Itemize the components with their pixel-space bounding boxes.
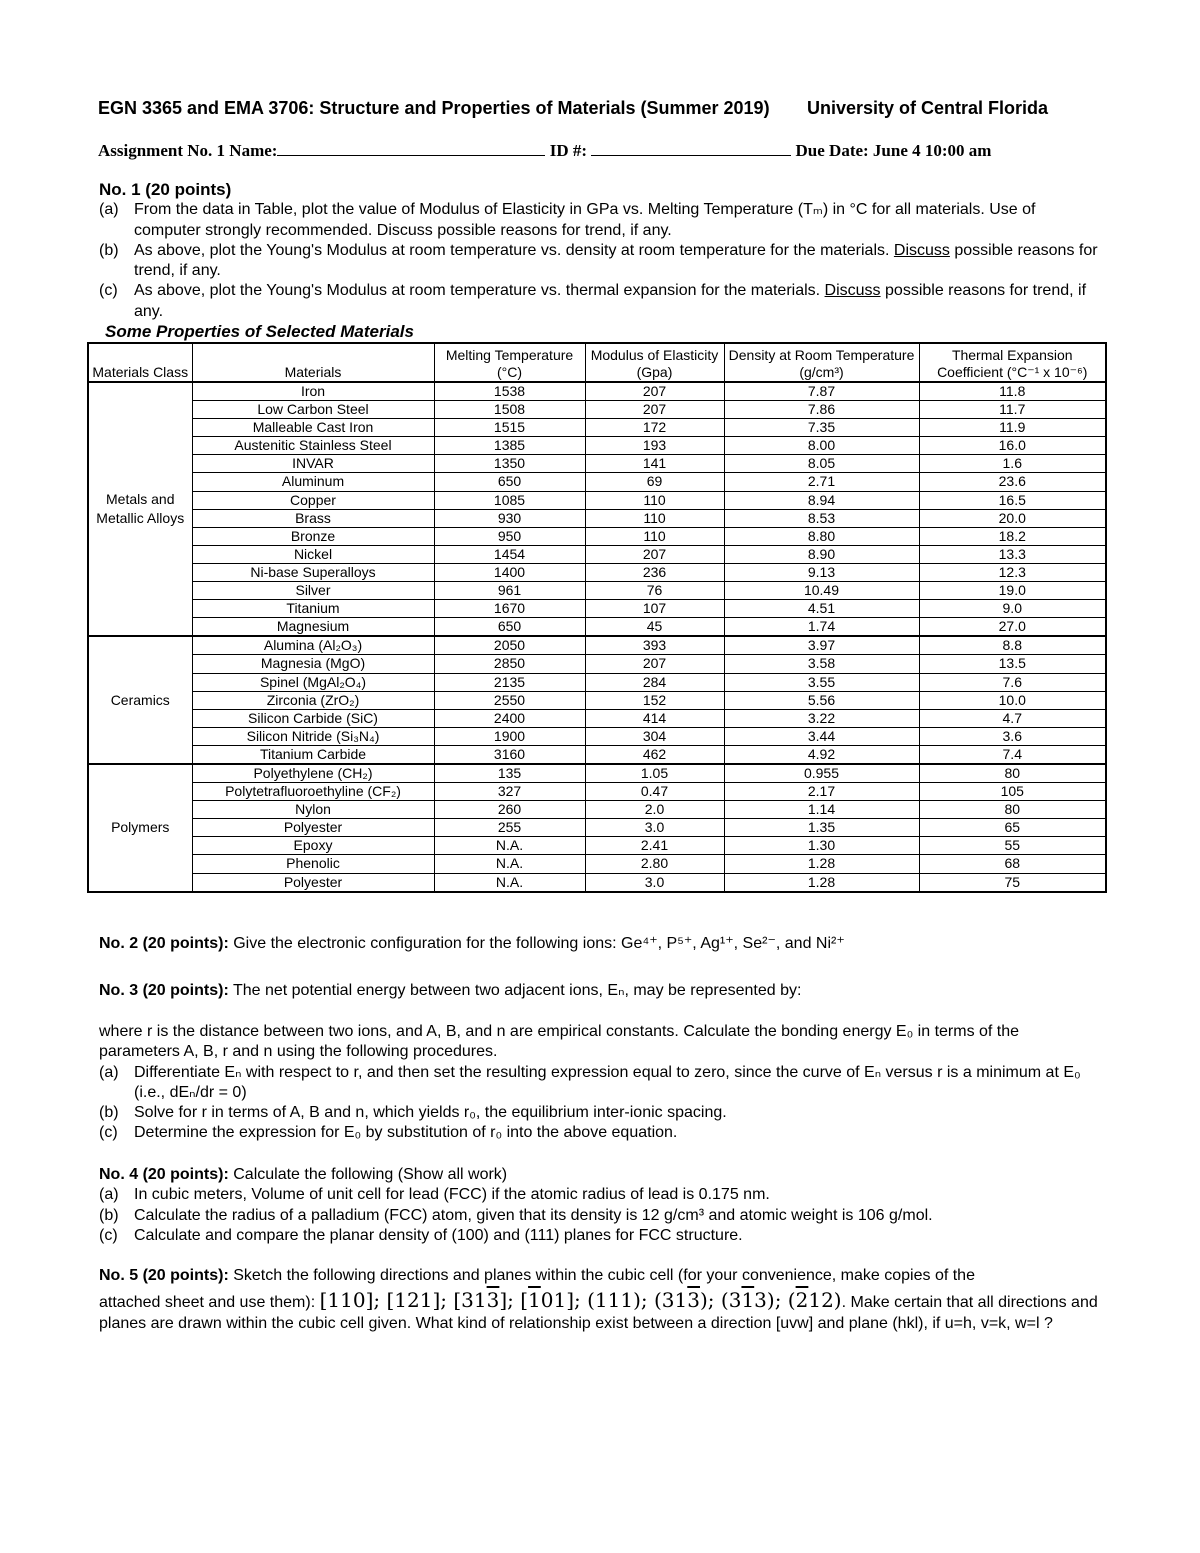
material-name-cell: Austenitic Stainless Steel	[192, 437, 434, 455]
melting-temp-cell: 1454	[434, 545, 585, 563]
table-row	[88, 491, 1106, 509]
table-row	[88, 636, 1106, 655]
question-1	[99, 180, 1104, 322]
material-name-cell: Brass	[192, 509, 434, 527]
melting-temp-cell: 950	[434, 527, 585, 545]
thermal-expansion-cell: 13.3	[919, 545, 1106, 563]
table-row	[88, 600, 1106, 618]
material-name-cell: Iron	[192, 382, 434, 401]
material-name-cell: Magnesium	[192, 618, 434, 637]
density-cell: 1.28	[724, 873, 919, 892]
table-row	[88, 455, 1106, 473]
density-cell: 1.35	[724, 819, 919, 837]
q1-item-b	[99, 241, 1104, 282]
melting-temp-cell: N.A.	[434, 855, 585, 873]
modulus-cell: 207	[585, 401, 724, 419]
modulus-cell: 284	[585, 673, 724, 691]
question-5	[99, 1266, 1104, 1334]
melting-temp-cell: 1670	[434, 600, 585, 618]
modulus-cell: 141	[585, 455, 724, 473]
material-name-cell: Low Carbon Steel	[192, 401, 434, 419]
q4-item-label: (b)	[99, 1206, 119, 1224]
density-cell: 5.56	[724, 691, 919, 709]
modulus-cell: 236	[585, 563, 724, 581]
modulus-cell: 69	[585, 473, 724, 491]
university-name: University of Central Florida	[807, 98, 1049, 118]
thermal-expansion-cell: 20.0	[919, 509, 1106, 527]
table-row	[88, 382, 1106, 401]
table-row	[88, 401, 1106, 419]
material-name-cell: Polyester	[192, 873, 434, 892]
q4-item-a	[99, 1185, 1104, 1205]
material-name-cell: Aluminum	[192, 473, 434, 491]
thermal-expansion-cell: 11.8	[919, 382, 1106, 401]
table-row	[88, 855, 1106, 873]
material-name-cell: Silver	[192, 582, 434, 600]
density-cell: 7.35	[724, 419, 919, 437]
melting-temp-cell: 1515	[434, 419, 585, 437]
modulus-cell: 110	[585, 491, 724, 509]
q3-item-b	[99, 1103, 1104, 1123]
q1-item-label: (a)	[99, 201, 119, 219]
thermal-expansion-cell: 3.6	[919, 727, 1106, 745]
q3-item-label: (a)	[99, 1063, 119, 1081]
melting-temp-cell: 2050	[434, 636, 585, 655]
q3-intro: The net potential energy between two adjacent ions, Eₙ, may be represented by:	[232, 982, 802, 999]
modulus-cell: 107	[585, 600, 724, 618]
table-row	[88, 509, 1106, 527]
table-row	[88, 563, 1106, 581]
q4-item-text: Calculate the radius of a palladium (FCC) atom, given that its density is 12 g/cm³ and atomic weight is 106 g/mol.	[134, 1206, 933, 1224]
thermal-expansion-cell: 55	[919, 837, 1106, 855]
q4-item-c	[99, 1226, 1104, 1246]
q3-item-text: Differentiate Eₙ with respect to r, and then set the resulting expression equal to zero, since the curve of Eₙ versus r is a minimum at E₀ (i.e., dEₙ/dr = 0)	[134, 1063, 1081, 1101]
q1-item-text: As above, plot the Young's Modulus at room temperature vs. thermal expansion for the materials.	[134, 282, 821, 300]
materials-class-cell: Ceramics	[88, 636, 192, 764]
thermal-expansion-cell: 19.0	[919, 582, 1106, 600]
density-cell: 0.955	[724, 764, 919, 783]
materials-class-cell: Polymers	[88, 764, 192, 892]
due-date: Due Date: June 4 10:00 am	[795, 141, 992, 160]
q1-item-text: possible reasons for trend, if any.	[134, 282, 1087, 320]
q2-title: No. 2 (20 points):	[99, 935, 229, 952]
thermal-expansion-cell: 23.6	[919, 473, 1106, 491]
material-name-cell: Titanium	[192, 600, 434, 618]
q1-underlined-word: Discuss	[893, 241, 950, 259]
q3-item-a	[99, 1063, 1104, 1104]
header-materials-class: Materials Class	[88, 343, 192, 382]
thermal-expansion-cell: 65	[919, 819, 1106, 837]
name-blank[interactable]	[277, 141, 545, 156]
density-cell: 3.97	[724, 636, 919, 655]
thermal-expansion-cell: 27.0	[919, 618, 1106, 637]
modulus-cell: 0.47	[585, 783, 724, 801]
assignment-number: Assignment No. 1	[98, 141, 226, 160]
density-cell: 2.71	[724, 473, 919, 491]
group-polymers	[88, 764, 1106, 892]
thermal-expansion-cell: 18.2	[919, 527, 1106, 545]
modulus-cell: 1.05	[585, 764, 724, 783]
q1-item-text: possible reasons for trend, if any.	[134, 241, 1098, 280]
q1-item-label: (c)	[99, 282, 118, 300]
melting-temp-cell: 1538	[434, 382, 585, 401]
q3-body: where r is the distance between two ions, and A, B, and n are empirical constants. Calculate the bonding energy E₀ in terms of the parameters A, B, r and n using the following procedures.	[99, 1023, 1020, 1061]
table-row	[88, 582, 1106, 600]
density-cell: 3.58	[724, 655, 919, 673]
thermal-expansion-cell: 7.4	[919, 745, 1106, 764]
thermal-expansion-cell: 11.7	[919, 401, 1106, 419]
density-cell: 1.74	[724, 618, 919, 637]
density-cell: 1.14	[724, 801, 919, 819]
header-melting-temperature: Melting Temperature (°C)	[434, 343, 585, 382]
melting-temp-cell: 260	[434, 801, 585, 819]
melting-temp-cell: 961	[434, 582, 585, 600]
assignment-line	[98, 141, 991, 161]
material-name-cell: Polyester	[192, 819, 434, 837]
melting-temp-cell: 1385	[434, 437, 585, 455]
density-cell: 3.55	[724, 673, 919, 691]
material-name-cell: Bronze	[192, 527, 434, 545]
group-metals	[88, 382, 1106, 636]
density-cell: 8.90	[724, 545, 919, 563]
thermal-expansion-cell: 10.0	[919, 691, 1106, 709]
header-density: Density at Room Temperature (g/cm³)	[724, 343, 919, 382]
course-title: EGN 3365 and EMA 3706: Structure and Properties of Materials (Summer 2019)	[98, 98, 770, 118]
melting-temp-cell: 135	[434, 764, 585, 783]
modulus-cell: 152	[585, 691, 724, 709]
table-row	[88, 527, 1106, 545]
modulus-cell: 45	[585, 618, 724, 637]
table-row	[88, 419, 1106, 437]
table-row	[88, 673, 1106, 691]
material-name-cell: Polytetrafluoroethyline (CF₂)	[192, 783, 434, 801]
melting-temp-cell: 1085	[434, 491, 585, 509]
melting-temp-cell: 327	[434, 783, 585, 801]
melting-temp-cell: 2850	[434, 655, 585, 673]
q1-item-text: As above, plot the Young's Modulus at room temperature vs. density at room temperature for the materials.	[134, 241, 890, 259]
material-name-cell: Zirconia (ZrO₂)	[192, 691, 434, 709]
thermal-expansion-cell: 80	[919, 801, 1106, 819]
density-cell: 10.49	[724, 582, 919, 600]
thermal-expansion-cell: 12.3	[919, 563, 1106, 581]
id-label: ID #:	[549, 141, 588, 160]
modulus-cell: 207	[585, 655, 724, 673]
modulus-cell: 304	[585, 727, 724, 745]
material-name-cell: Copper	[192, 491, 434, 509]
q2-text: Give the electronic configuration for the following ions: Ge⁴⁺, P⁵⁺, Ag¹⁺, Se²⁻, and Ni²⁺	[233, 935, 845, 952]
table-row	[88, 655, 1106, 673]
material-name-cell: Alumina (Al₂O₃)	[192, 636, 434, 655]
q4-item-text: In cubic meters, Volume of unit cell for lead (FCC) if the atomic radius of lead is 0.175 nm.	[134, 1186, 770, 1204]
table-row	[88, 764, 1106, 783]
q4-title: No. 4 (20 points):	[99, 1166, 229, 1183]
density-cell: 8.00	[724, 437, 919, 455]
thermal-expansion-cell: 9.0	[919, 600, 1106, 618]
modulus-cell: 462	[585, 745, 724, 764]
table-caption: Some Properties of Selected Materials	[105, 322, 414, 341]
density-cell: 3.44	[724, 727, 919, 745]
q4-item-label: (c)	[99, 1226, 118, 1244]
table-row	[88, 545, 1106, 563]
q1-item-text: From the data in Table, plot the value of Modulus of Elasticity in GPa vs. Melting Temperature (Tₘ) in °C for all materials. Use of computer strongly recommended. Discuss possible reasons for trend, if any.	[134, 201, 1036, 239]
table-row	[88, 691, 1106, 709]
table-row	[88, 727, 1106, 745]
modulus-cell: 110	[585, 509, 724, 527]
thermal-expansion-cell: 4.7	[919, 709, 1106, 727]
table-row	[88, 709, 1106, 727]
material-name-cell: Nylon	[192, 801, 434, 819]
material-name-cell: Nickel	[192, 545, 434, 563]
q1-underlined-word: Discuss	[824, 282, 881, 300]
q4-item-b	[99, 1206, 1104, 1226]
q3-item-label: (c)	[99, 1124, 118, 1142]
modulus-cell: 110	[585, 527, 724, 545]
thermal-expansion-cell: 16.0	[919, 437, 1106, 455]
melting-temp-cell: 650	[434, 618, 585, 637]
density-cell: 8.80	[724, 527, 919, 545]
melting-temp-cell: 930	[434, 509, 585, 527]
thermal-expansion-cell: 68	[919, 855, 1106, 873]
material-name-cell: Magnesia (MgO)	[192, 655, 434, 673]
q1-item-label: (b)	[99, 241, 119, 259]
materials-class-cell: Metals and Metallic Alloys	[88, 382, 192, 636]
q5-line1: Sketch the following directions and planes within the cubic cell (for your convenience, make copies of the	[233, 1267, 975, 1284]
thermal-expansion-cell: 1.6	[919, 455, 1106, 473]
table-row	[88, 873, 1106, 892]
material-name-cell: Spinel (MgAl₂O₄)	[192, 673, 434, 691]
question-4	[99, 1165, 1104, 1246]
thermal-expansion-cell: 8.8	[919, 636, 1106, 655]
thermal-expansion-cell: 16.5	[919, 491, 1106, 509]
melting-temp-cell: N.A.	[434, 873, 585, 892]
q5-title: No. 5 (20 points):	[99, 1267, 229, 1284]
q3-item-text: Determine the expression for E₀ by substitution of r₀ into the above equation.	[134, 1124, 678, 1142]
q5-pre: attached sheet and use them):	[99, 1294, 316, 1312]
q1-title: No. 1 (20 points)	[99, 180, 232, 199]
thermal-expansion-cell: 13.5	[919, 655, 1106, 673]
table-row	[88, 473, 1106, 491]
density-cell: 8.94	[724, 491, 919, 509]
thermal-expansion-cell: 11.9	[919, 419, 1106, 437]
density-cell: 9.13	[724, 563, 919, 581]
material-name-cell: Ni-base Superalloys	[192, 563, 434, 581]
q4-item-text: Calculate and compare the planar density of (100) and (111) planes for FCC structure.	[134, 1226, 743, 1244]
thermal-expansion-cell: 80	[919, 764, 1106, 783]
table-row	[88, 837, 1106, 855]
density-cell: 1.30	[724, 837, 919, 855]
melting-temp-cell: 1400	[434, 563, 585, 581]
material-name-cell: INVAR	[192, 455, 434, 473]
density-cell: 3.22	[724, 709, 919, 727]
melting-temp-cell: 2550	[434, 691, 585, 709]
modulus-cell: 3.0	[585, 819, 724, 837]
modulus-cell: 3.0	[585, 873, 724, 892]
modulus-cell: 2.41	[585, 837, 724, 855]
table-row	[88, 801, 1106, 819]
density-cell: 7.87	[724, 382, 919, 401]
melting-temp-cell: 255	[434, 819, 585, 837]
melting-temp-cell: 650	[434, 473, 585, 491]
table-header-row	[88, 343, 1106, 382]
modulus-cell: 207	[585, 545, 724, 563]
density-cell: 8.53	[724, 509, 919, 527]
density-cell: 8.05	[724, 455, 919, 473]
name-label: Name:	[229, 141, 278, 160]
material-name-cell: Silicon Carbide (SiC)	[192, 709, 434, 727]
q1-item-a	[99, 200, 1104, 241]
modulus-cell: 207	[585, 382, 724, 401]
header-thermal-expansion: Thermal Expansion Coefficient (°C⁻¹ x 10⁻⁶)	[919, 343, 1106, 382]
material-name-cell: Epoxy	[192, 837, 434, 855]
material-name-cell: Silicon Nitride (Si₃N₄)	[192, 727, 434, 745]
melting-temp-cell: 1350	[434, 455, 585, 473]
material-name-cell: Malleable Cast Iron	[192, 419, 434, 437]
header-materials: Materials	[192, 343, 434, 382]
melting-temp-cell: 1900	[434, 727, 585, 745]
modulus-cell: 172	[585, 419, 724, 437]
table-row	[88, 819, 1106, 837]
density-cell: 1.28	[724, 855, 919, 873]
density-cell: 4.92	[724, 745, 919, 764]
modulus-cell: 2.80	[585, 855, 724, 873]
q3-title: No. 3 (20 points):	[99, 982, 229, 999]
table-row	[88, 437, 1106, 455]
question-2	[99, 934, 1104, 954]
q3-item-label: (b)	[99, 1104, 119, 1122]
melting-temp-cell: 2400	[434, 709, 585, 727]
group-ceramics	[88, 636, 1106, 764]
density-cell: 2.17	[724, 783, 919, 801]
q5-post: . Make certain that all directions and planes are drawn within the cubic cell given. What kind of relationship exist between a direction [uvw] and plane (hkl), if u=h, v=k, w=l ?	[99, 1294, 1098, 1332]
melting-temp-cell: 3160	[434, 745, 585, 764]
modulus-cell: 414	[585, 709, 724, 727]
id-blank[interactable]	[591, 141, 791, 156]
table-row	[88, 783, 1106, 801]
table-row	[88, 745, 1106, 764]
materials-properties-table	[87, 342, 1107, 893]
miller-indices: [110]; [121]; [313]; [101]; (111); (313); (313); (212)	[319, 1288, 842, 1313]
q3-item-text: Solve for r in terms of A, B and n, which yields r₀, the equilibrium inter-ionic spacing.	[134, 1104, 727, 1122]
modulus-cell: 393	[585, 636, 724, 655]
density-cell: 4.51	[724, 600, 919, 618]
melting-temp-cell: 1508	[434, 401, 585, 419]
modulus-cell: 2.0	[585, 801, 724, 819]
thermal-expansion-cell: 7.6	[919, 673, 1106, 691]
density-cell: 7.86	[724, 401, 919, 419]
header-modulus: Modulus of Elasticity (Gpa)	[585, 343, 724, 382]
table-row	[88, 618, 1106, 637]
material-name-cell: Phenolic	[192, 855, 434, 873]
question-3-body	[99, 1022, 1104, 1144]
thermal-expansion-cell: 75	[919, 873, 1106, 892]
modulus-cell: 76	[585, 582, 724, 600]
q1-item-c	[99, 281, 1104, 322]
q3-item-c	[99, 1123, 1104, 1143]
modulus-cell: 193	[585, 437, 724, 455]
question-3-intro	[99, 981, 1104, 1001]
melting-temp-cell: 2135	[434, 673, 585, 691]
material-name-cell: Titanium Carbide	[192, 745, 434, 764]
melting-temp-cell: N.A.	[434, 837, 585, 855]
q4-intro: Calculate the following (Show all work)	[233, 1166, 508, 1183]
q4-item-label: (a)	[99, 1186, 119, 1204]
material-name-cell: Polyethylene (CH₂)	[192, 764, 434, 783]
thermal-expansion-cell: 105	[919, 783, 1106, 801]
